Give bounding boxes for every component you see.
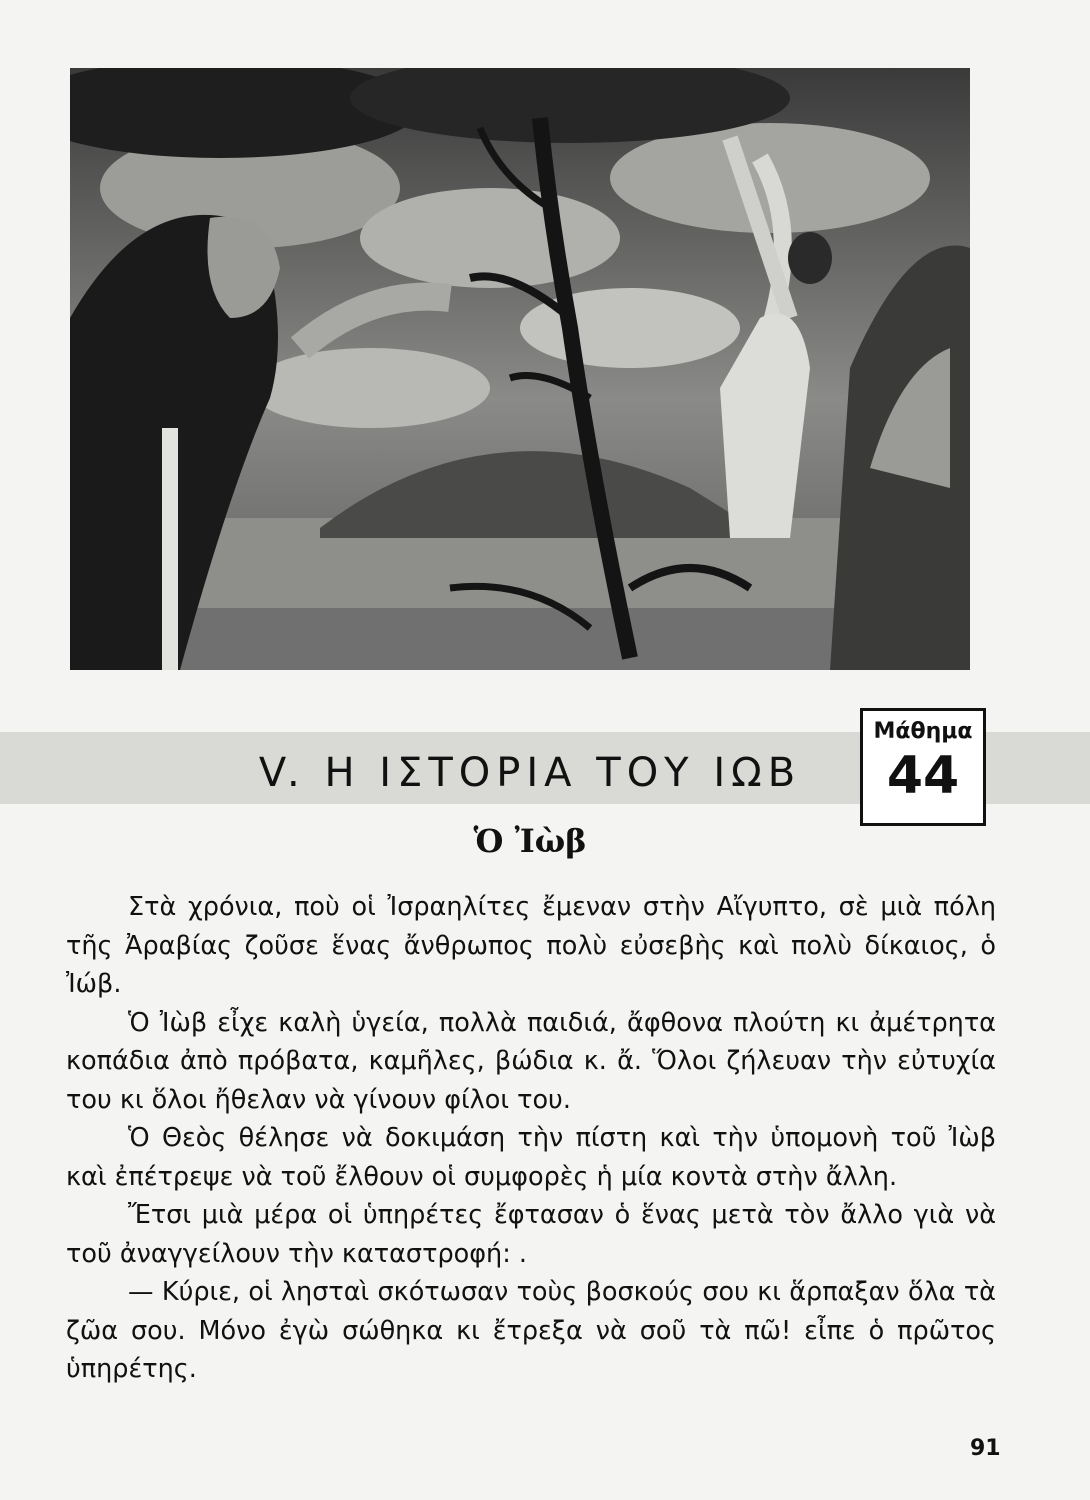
lesson-label: Μάθημα	[873, 719, 973, 744]
illustration-job	[70, 68, 970, 670]
illustration-image	[70, 68, 970, 670]
lesson-badge	[860, 708, 986, 826]
chapter-title: V. Η ΙΣΤΟΡΙΑ ΤΟΥ ΙΩΒ	[258, 750, 802, 796]
paragraph: Ἔτσι μιὰ μέρα οἱ ὑπηρέτες ἔφτασαν ὁ ἕνας μετὰ τὸν ἄλλο γιὰ νὰ τοῦ ἀναγγείλουν τὴν καταστροφή: .	[66, 1200, 996, 1269]
page-number: 91	[970, 1436, 1001, 1461]
body-text	[66, 888, 996, 1389]
section-subtitle: Ὁ Ἰὼβ	[473, 822, 587, 860]
paragraph: Ὁ Θεὸς θέλησε νὰ δοκιμάση τὴν πίστη καὶ τὴν ὑπομονὴ τοῦ Ἰὼβ καὶ ἐπέτρεψε νὰ τοῦ ἔλθουν οἱ συμφορὲς ἡ μία κοντὰ στὴν ἄλλη.	[66, 1123, 996, 1192]
paragraph: Στὰ χρόνια, ποὺ οἱ Ἰσραηλίτες ἔμεναν στὴν Αἴγυπτο, σὲ μιὰ πόλη τῆς Ἀραβίας ζοῦσε ἕνας ἄνθρωπος πολὺ εὐσεβὴς καὶ πολὺ δίκαιος, ὁ Ἰώβ.	[66, 892, 996, 999]
paragraph: — Κύριε, οἱ λησταὶ σκότωσαν τοὺς βοσκούς σου κι ἅρπαξαν ὅλα τὰ ζῶα σου. Μόνο ἐγὼ σώθηκα κι ἔτρεξα νὰ σοῦ τὰ πῶ! εἶπε ὁ πρῶτος ὑπηρέτης.	[66, 1277, 996, 1384]
paragraph: Ὁ Ἰὼβ εἶχε καλὴ ὑγεία, πολλὰ παιδιά, ἄφθονα πλούτη κι ἀμέτρητα κοπάδια ἀπὸ πρόβατα, καμῆλες, βώδια κ. ἄ. Ὅλοι ζήλευαν τὴν εὐτυχία του κι ὅλοι ἤθελαν νὰ γίνουν φίλοι του.	[66, 1007, 996, 1115]
lesson-number: 44	[886, 746, 960, 806]
